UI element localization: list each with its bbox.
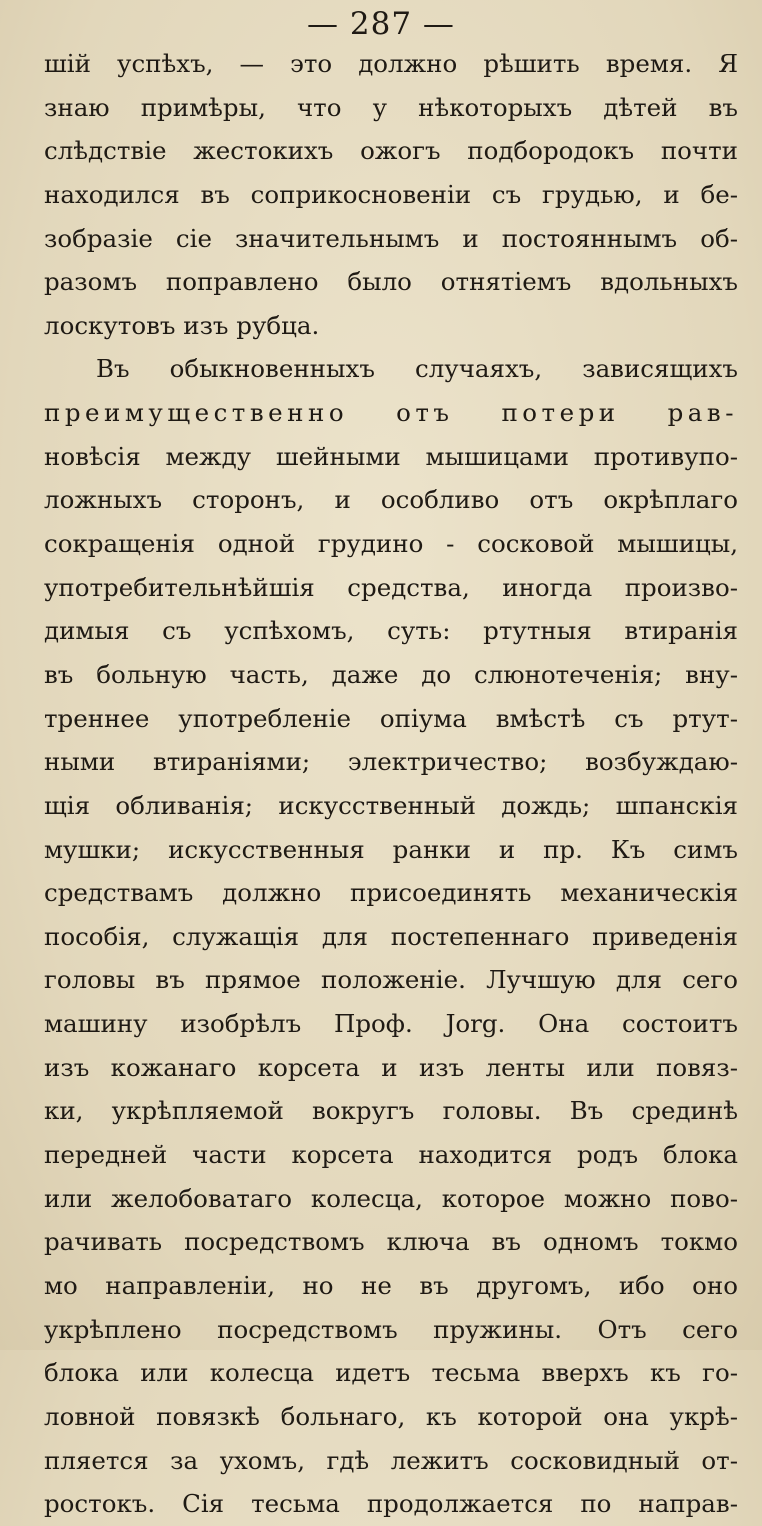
text-line: сокращенія одной грудино - сосковой мышицы, [44,529,738,559]
text-line: зобразіе сіе значительнымъ и постояннымъ об- [44,223,738,253]
body-text [44,42,738,1526]
text-line: укрѣплено посредствомъ пружины. Отъ сего [44,1314,738,1344]
text-line: пособія, служащія для постепеннаго приведенія [44,921,738,951]
paragraph-start-line: Въ обыкновенныхъ случаяхъ, зависящихъ [96,354,738,384]
text-line: разомъ поправлено было отнятіемъ вдольныхъ [44,267,738,297]
paragraph-end-line: лоскутовъ изъ рубца. [44,310,320,340]
text-line: рачивать посредствомъ ключа въ одномъ токмо [44,1227,738,1257]
text-line: треннее употребленіе опіума вмѣстѣ съ ртут- [44,703,738,733]
text-line: шій успѣхъ, — это должно рѣшить время. Я [44,49,738,78]
text-line: передней части корсета находится родъ блока [44,1140,738,1170]
text-line: головы въ прямое положеніе. Лучшую для сего [44,965,738,995]
text-line: ложныхъ сторонъ, и особливо отъ окрѣплаго [44,485,738,515]
text-line: блока или колесца идетъ тесьма вверхъ къ го- [44,1358,738,1388]
text-line: средствамъ должно присоединять механическія [44,878,738,908]
text-line: ростокъ. Сія тесьма продолжается по направ- [44,1489,738,1519]
text-line: ными втираніями; электричество; возбуждаю- [44,747,738,777]
text-line: димыя съ успѣхомъ, суть: ртутныя втиранія [44,616,738,646]
text-line: или желобоватаго колесца, которое можно пово- [44,1183,738,1213]
text-line: мо направленіи, но не въ другомъ, ибо оно [44,1270,738,1300]
text-line: щія обливанія; искусственный дождь; шпанскія [44,790,738,820]
text-line: слѣдствіе жестокихъ ожогъ подбородокъ почти [44,136,738,166]
page-number: — 287 — [307,6,455,42]
text-line: преимущественно отъ потери рав- [44,398,738,428]
text-line: новѣсія между шейными мышицами противупо- [44,441,738,471]
text-line: мушки; искусственныя ранки и пр. Къ симъ [44,834,738,864]
text-line: ки, укрѣпляемой вокругъ головы. Въ срединѣ [44,1096,738,1126]
text-line: находился въ соприкосновеніи съ грудью, и бе- [44,179,738,209]
text-line: ловной повязкѣ больнаго, къ которой она укрѣ- [44,1401,738,1431]
text-line: изъ кожанаго корсета и изъ ленты или повяз- [44,1052,738,1082]
text-line: въ больную часть, даже до слюнотеченія; вну- [44,659,738,689]
text-line: пляется за ухомъ, гдѣ лежитъ сосковидный от- [44,1445,738,1475]
text-line: машину изобрѣлъ Проф. Jorg. Она состоитъ [44,1009,738,1039]
text-line: употребительнѣйшія средства, иногда произво- [44,572,738,602]
text-line: знаю примѣры, что у нѣкоторыхъ дѣтей въ [44,92,738,122]
